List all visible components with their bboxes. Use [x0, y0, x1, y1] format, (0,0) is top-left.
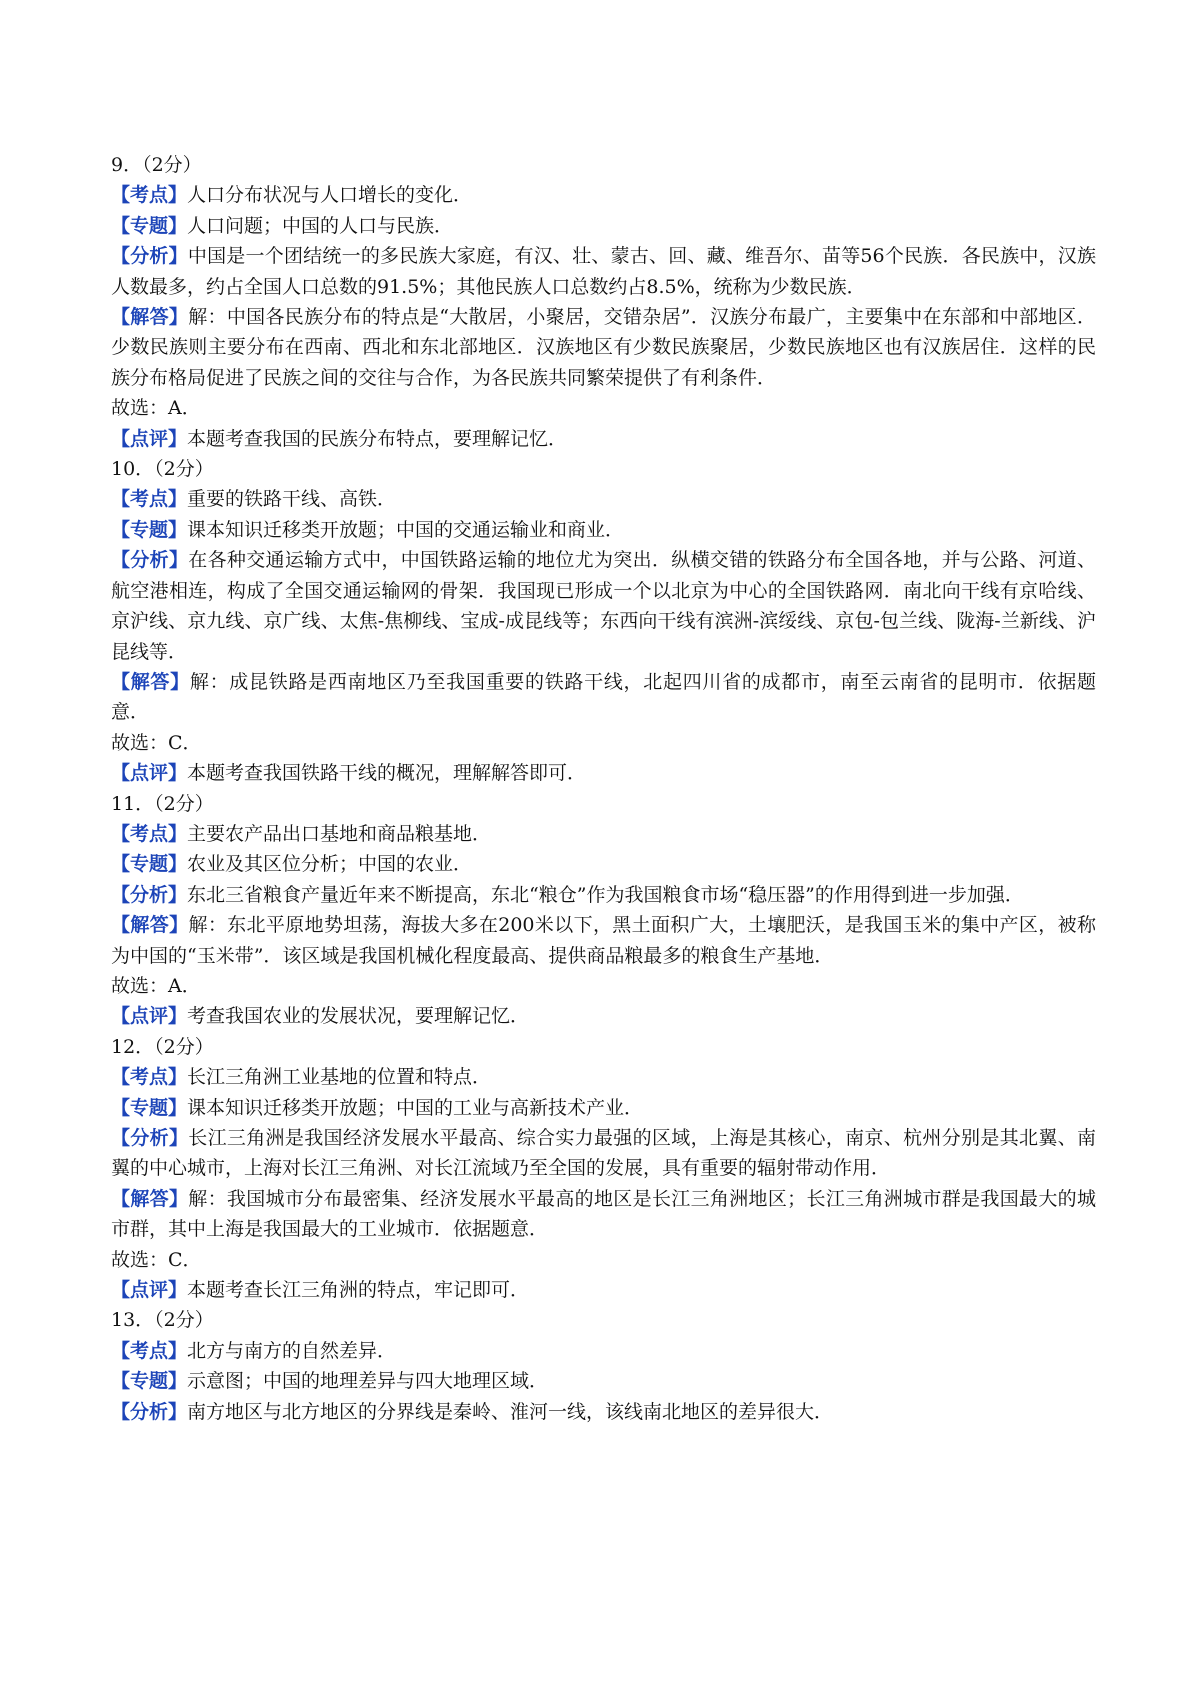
fenxi-label: 【分析】: [111, 1400, 188, 1423]
question-header: 9．（2分）: [111, 154, 202, 176]
question-11: [111, 789, 1096, 1032]
jieda-text: 解：成昆铁路是西南地区乃至我国重要的铁路干线，北起四川省的成都市，南至云南省的昆明市．依据题意．: [111, 670, 1096, 724]
jieda-line: [111, 1184, 1096, 1245]
kaodian-text: 人口分布状况与人口增长的变化．: [187, 184, 473, 207]
answer-line: 故选：C．: [111, 731, 202, 754]
zhuanti-line: [111, 1366, 1096, 1396]
jieda-label: 【解答】: [111, 1187, 189, 1210]
zhuanti-text: 示意图；中国的地理差异与四大地理区域．: [187, 1370, 549, 1393]
fenxi-text: 长江三角洲是我国经济发展水平最高、综合实力最强的区域，上海是其核心，南京、杭州分别是其北翼、南翼的中心城市，上海对长江三角洲、对长江流域乃至全国的发展，具有重要的辐射带动作用．: [111, 1127, 1096, 1180]
dianping-text: 考查我国农业的发展状况，要理解记忆．: [187, 1005, 530, 1028]
kaodian-label: 【考点】: [111, 1066, 188, 1089]
kaodian-label: 【考点】: [111, 184, 188, 207]
zhuanti-label: 【专题】: [111, 1370, 188, 1393]
dianping-line: [111, 758, 1096, 788]
jieda-label: 【解答】: [111, 914, 189, 937]
dianping-text: 本题考查长江三角洲的特点，牢记即可．: [187, 1279, 530, 1302]
fenxi-label: 【分析】: [111, 549, 189, 572]
dianping-line: [111, 1275, 1096, 1305]
fenxi-line: [111, 880, 1096, 910]
question-13: [111, 1305, 1096, 1427]
fenxi-label: 【分析】: [111, 1127, 189, 1149]
fenxi-line: [111, 1123, 1096, 1184]
zhuanti-line: [111, 1093, 1096, 1123]
fenxi-line: [111, 241, 1096, 302]
jieda-line: [111, 910, 1096, 971]
jieda-text: 解：东北平原地势坦荡，海拔大多在200米以下，黑土面积广大，土壤肥沃，是我国玉米的集中产区，被称为中国的“玉米带”．该区域是我国机械化程度最高、提供商品粮最多的粮食生产基地．: [111, 914, 1096, 967]
fenxi-label: 【分析】: [111, 245, 188, 268]
kaodian-line: [111, 180, 1096, 210]
dianping-label: 【点评】: [111, 1005, 188, 1028]
dianping-label: 【点评】: [111, 427, 188, 450]
fenxi-text: 南方地区与北方地区的分界线是秦岭、淮河一线，该线南北地区的差异很大．: [187, 1400, 834, 1423]
dianping-label: 【点评】: [111, 762, 188, 785]
question-12: [111, 1032, 1096, 1306]
kaodian-label: 【考点】: [111, 488, 188, 511]
dianping-line: [111, 1001, 1096, 1031]
fenxi-text: 东北三省粮食产量近年来不断提高，东北“粮仓”作为我国粮食市场“稳压器”的作用得到进一步加强．: [187, 883, 1024, 906]
zhuanti-line: [111, 211, 1096, 241]
question-10: [111, 454, 1096, 788]
zhuanti-text: 课本知识迁移类开放题；中国的工业与高新技术产业．: [187, 1096, 644, 1119]
question-header: 11．（2分）: [111, 792, 214, 815]
answer-line: 故选：C．: [111, 1248, 202, 1271]
question-header: 13．（2分）: [111, 1309, 214, 1332]
question-9: [111, 150, 1096, 454]
zhuanti-line: [111, 515, 1096, 545]
zhuanti-label: 【专题】: [111, 1096, 188, 1119]
zhuanti-text: 人口问题；中国的人口与民族．: [187, 214, 454, 237]
kaodian-text: 重要的铁路干线、高铁．: [187, 488, 397, 511]
zhuanti-label: 【专题】: [111, 853, 188, 876]
jieda-line: [111, 302, 1096, 393]
question-header: 10．（2分）: [111, 458, 214, 481]
dianping-text: 本题考查我国的民族分布特点，要理解记忆．: [187, 427, 568, 450]
dianping-line: [111, 424, 1096, 454]
zhuanti-line: [111, 849, 1096, 879]
jieda-text: 解：中国各民族分布的特点是“大散居，小聚居，交错杂居”．汉族分布最广，主要集中在东部和中部地区．少数民族则主要分布在西南、西北和东北部地区．汉族地区有少数民族聚居，少数民族地区也有汉族居住．这样的民族分布格局促进了民族之间的交往与合作，为各民族共同繁荣提供了有利条件．: [111, 306, 1096, 389]
fenxi-text: 在各种交通运输方式中，中国铁路运输的地位尤为突出．纵横交错的铁路分布全国各地，并与公路、河道、航空港相连，构成了全国交通运输网的骨架．我国现已形成一个以北京为中心的全国铁路网．南北向干线有京哈线、京沪线、京九线、京广线、太焦-焦柳线、宝成-成昆线等；东西向干线有滨洲-滨绥线、京包-包兰线、陇海-兰新线、沪昆线等．: [111, 549, 1096, 663]
kaodian-label: 【考点】: [111, 822, 188, 845]
kaodian-line: [111, 484, 1096, 514]
jieda-label: 【解答】: [111, 306, 189, 329]
kaodian-line: [111, 1336, 1096, 1366]
zhuanti-text: 农业及其区位分析；中国的农业．: [187, 853, 473, 876]
jieda-text: 解：我国城市分布最密集、经济发展水平最高的地区是长江三角洲地区；长江三角洲城市群是我国最大的城市群，其中上海是我国最大的工业城市．依据题意．: [111, 1187, 1096, 1241]
jieda-label: 【解答】: [111, 670, 190, 693]
answer-key-content: [111, 150, 1096, 1427]
dianping-text: 本题考查我国铁路干线的概况，理解解答即可．: [187, 762, 587, 785]
question-header: 12．（2分）: [111, 1035, 214, 1058]
answer-line: 故选：A．: [111, 397, 201, 420]
fenxi-line: [111, 1397, 1096, 1427]
zhuanti-label: 【专题】: [111, 214, 188, 237]
fenxi-text: 中国是一个团结统一的多民族大家庭，有汉、壮、蒙古、回、藏、维吾尔、苗等56个民族．各民族中，汉族人数最多，约占全国人口总数的91.5%；其他民族人口总数约占8.5%，统称为少数民族．: [111, 245, 1096, 298]
kaodian-text: 长江三角洲工业基地的位置和特点．: [187, 1066, 492, 1089]
kaodian-line: [111, 1062, 1096, 1092]
kaodian-text: 主要农产品出口基地和商品粮基地．: [187, 822, 492, 845]
kaodian-text: 北方与南方的自然差异．: [187, 1339, 397, 1362]
kaodian-label: 【考点】: [111, 1339, 188, 1362]
zhuanti-label: 【专题】: [111, 518, 188, 541]
jieda-line: [111, 667, 1096, 728]
fenxi-label: 【分析】: [111, 883, 188, 906]
zhuanti-text: 课本知识迁移类开放题；中国的交通运输业和商业．: [187, 518, 625, 541]
dianping-label: 【点评】: [111, 1279, 188, 1302]
answer-line: 故选：A．: [111, 974, 201, 997]
fenxi-line: [111, 545, 1096, 667]
kaodian-line: [111, 819, 1096, 849]
